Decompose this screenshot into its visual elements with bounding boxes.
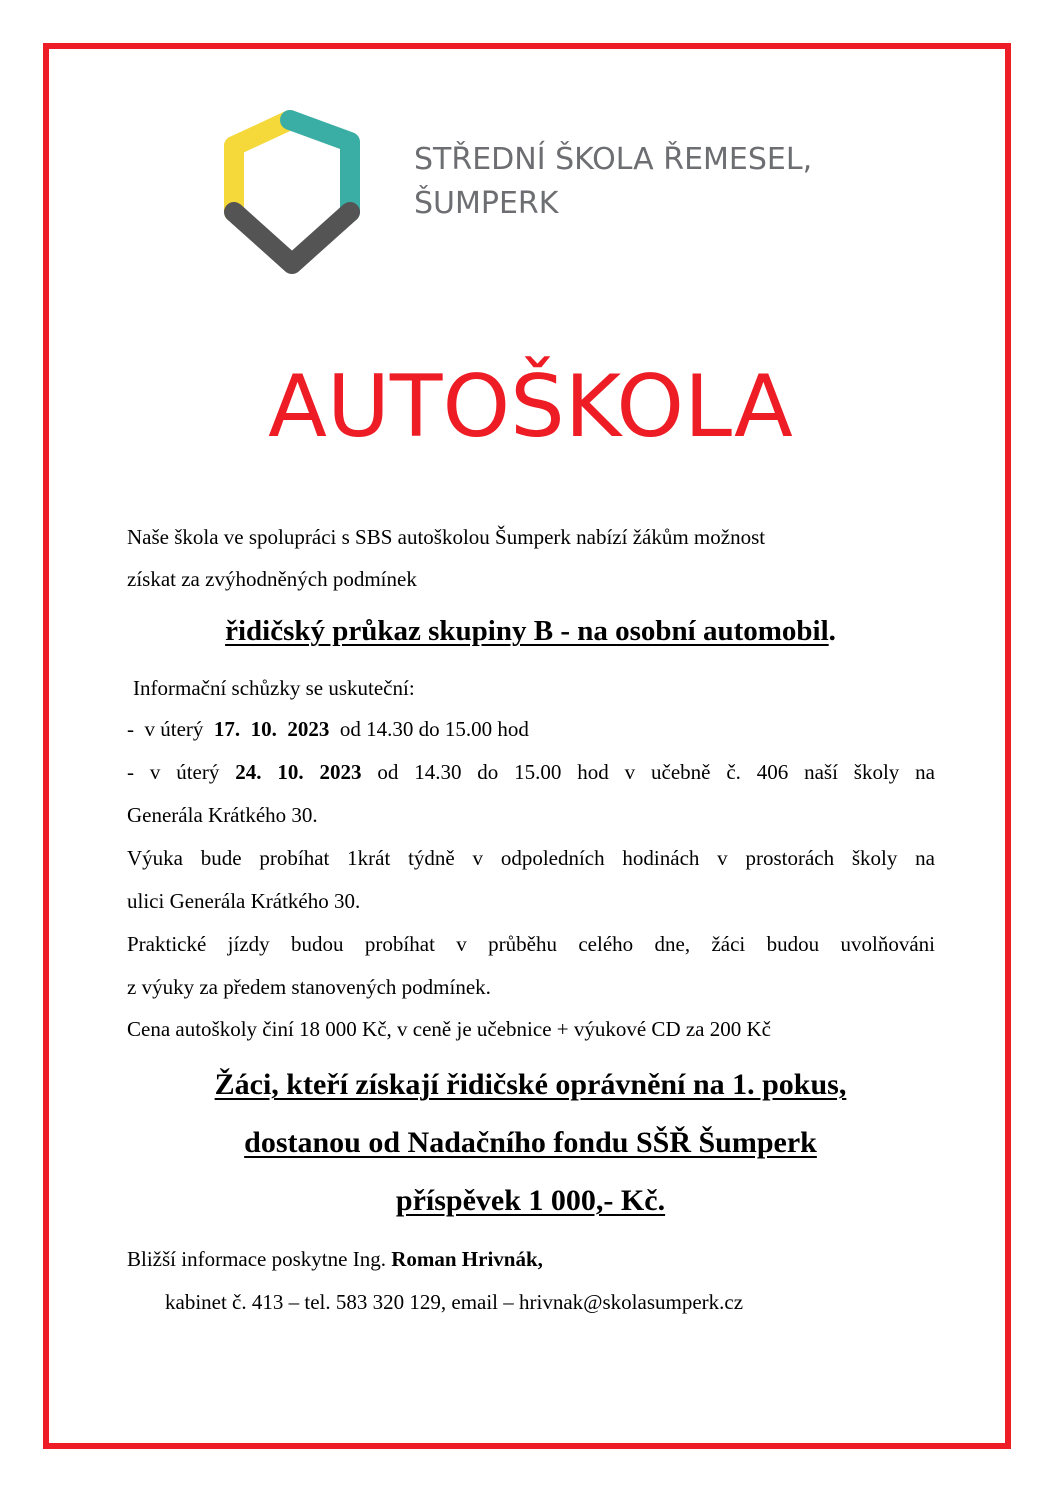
meeting-1-time: od 14.30 do 15.00 hod: [329, 717, 529, 741]
contact-name: Roman Hrivnák,: [391, 1247, 543, 1271]
meeting-1-date: 17. 10. 2023: [213, 717, 330, 741]
meeting-2-date: 24. 10. 2023: [235, 760, 362, 784]
contact-line1: [127, 1246, 543, 1272]
practical-line1: Praktické jízdy budou probíhat v průběhu celého dne, žáci budou uvolňováni: [127, 932, 935, 956]
meeting-2-prefix: - v úterý: [127, 760, 236, 784]
intro-line1: Naše škola ve spolupráci s SBS autoškolou Šumperk nabízí žákům možnost: [127, 525, 766, 549]
practical-line2: z výuky za předem stanovených podmínek.: [127, 975, 491, 999]
price-info: Cena autoškoly činí 18 000 Kč, v ceně je učebnice + výukové CD za 200 Kč: [127, 1017, 771, 1041]
bonus-line2: [0, 1124, 1061, 1162]
intro-line2: získat za zvýhodněných podmínek: [127, 567, 417, 591]
bonus-line3: [0, 1182, 1061, 1220]
school-name-line1: STŘEDNÍ ŠKOLA ŘEMESEL,: [414, 142, 813, 177]
school-name: [414, 138, 812, 226]
teaching-line1: Výuka bude probíhat 1krát týdně v odpoledních hodinách v prostorách školy na: [127, 846, 935, 870]
meetings-heading: Informační schůzky se uskuteční:: [133, 676, 415, 700]
bonus-line2-text: dostanou od Nadačního fondu SŠŘ Šumperk: [244, 1126, 817, 1159]
meeting-2-address: Generála Krátkého 30.: [127, 803, 318, 827]
bonus-line1: [0, 1066, 1061, 1104]
meeting-2: [127, 759, 935, 785]
license-heading-text: řidičský průkaz skupiny B - na osobní automobil: [225, 615, 829, 647]
red-border-frame: [43, 43, 1011, 1449]
school-logo-hexagon-icon: [212, 108, 374, 276]
school-name-line2: ŠUMPERK: [414, 186, 559, 221]
bonus-line3-text: příspěvek 1 000,- Kč.: [395, 1184, 666, 1217]
contact-details: kabinet č. 413 – tel. 583 320 129, email – hrivnak@skolasumperk.cz: [165, 1290, 744, 1314]
license-heading: [0, 612, 1061, 650]
meeting-2-time: od 14.30 do 15.00 hod v učebně č. 406 naší školy na: [361, 760, 935, 784]
meeting-1: [127, 716, 529, 742]
meeting-1-prefix: - v úterý: [127, 717, 214, 741]
contact-prefix: Bližší informace poskytne Ing.: [127, 1247, 392, 1271]
page-title: AUTOŠKOLA: [268, 357, 793, 457]
bonus-line1-text: Žáci, kteří získají řidičské oprávnění na 1. pokus,: [214, 1068, 847, 1101]
license-heading-period: .: [828, 615, 836, 647]
teaching-line2: ulici Generála Krátkého 30.: [127, 889, 361, 913]
